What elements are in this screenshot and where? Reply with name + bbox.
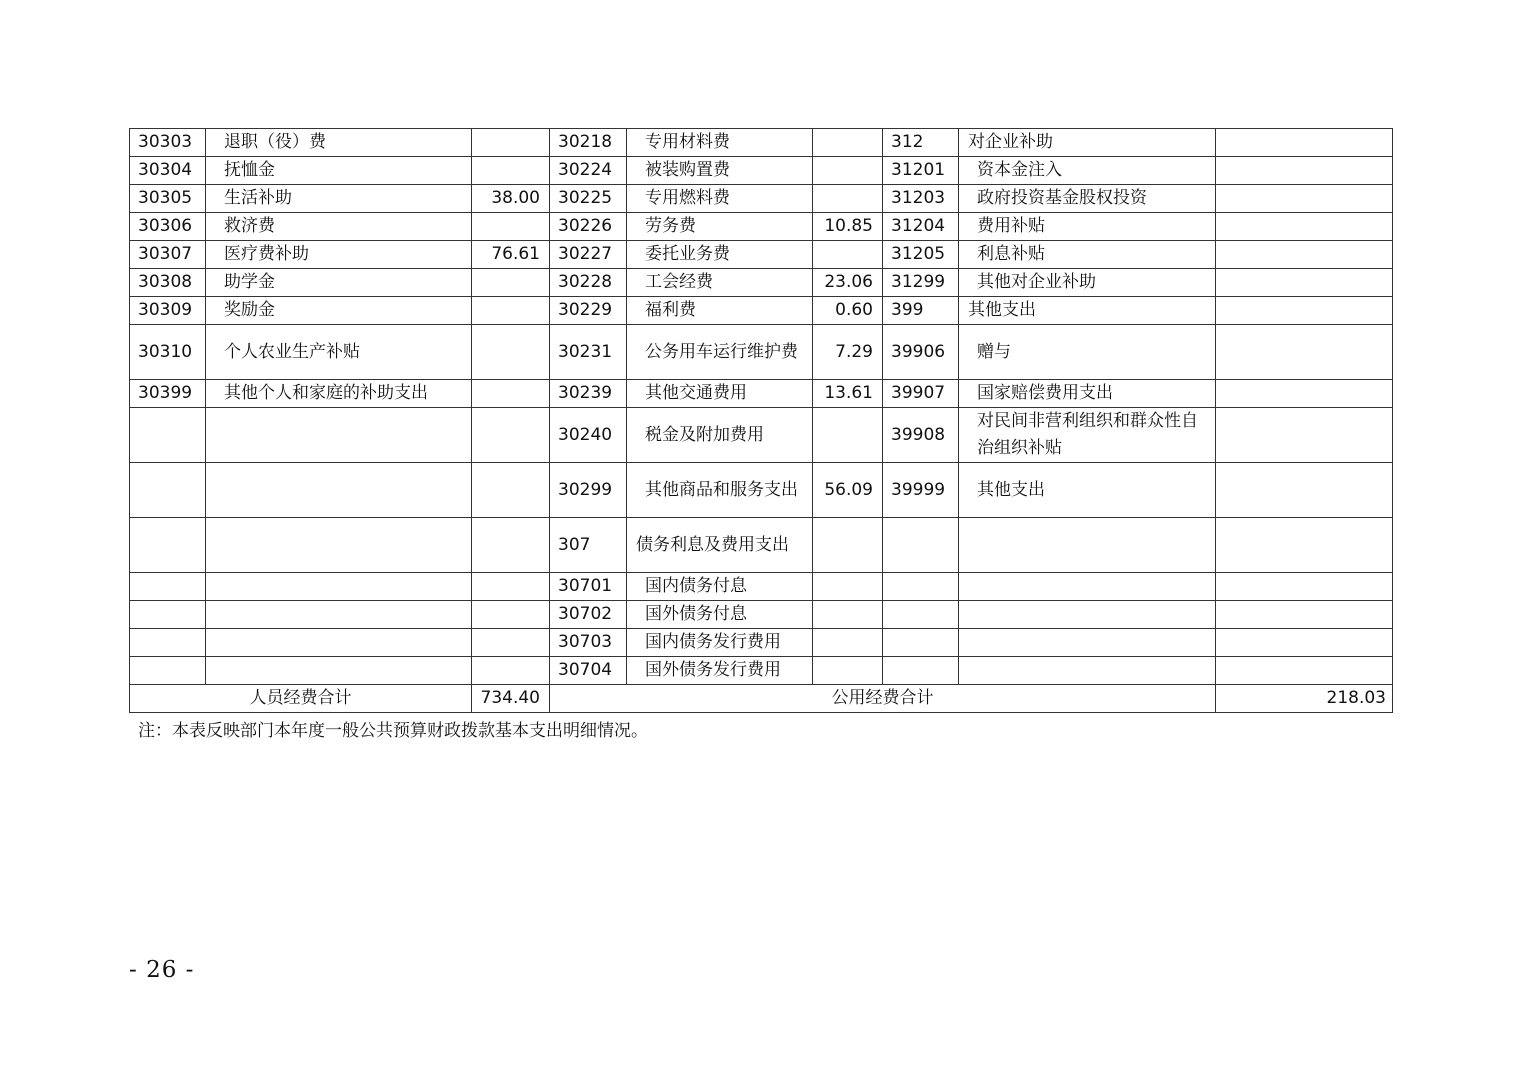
other-code: 399 bbox=[883, 297, 959, 325]
other-item-name: 费用补贴 bbox=[959, 213, 1216, 241]
other-code bbox=[883, 601, 959, 629]
public-item-name: 国外债务发行费用 bbox=[627, 657, 813, 685]
public-item-name: 专用材料费 bbox=[627, 129, 813, 157]
public-amount bbox=[813, 573, 883, 601]
other-item-name: 利息补贴 bbox=[959, 241, 1216, 269]
personnel-amount bbox=[472, 380, 550, 408]
table-row bbox=[130, 297, 1393, 325]
public-item-name: 其他交通费用 bbox=[627, 380, 813, 408]
personnel-amount bbox=[472, 297, 550, 325]
totals-row bbox=[130, 685, 1393, 713]
table-row bbox=[130, 380, 1393, 408]
other-item-name: 对企业补助 bbox=[959, 129, 1216, 157]
public-item-name: 国内债务发行费用 bbox=[627, 629, 813, 657]
table-row bbox=[130, 185, 1393, 213]
public-code: 30224 bbox=[550, 157, 627, 185]
personnel-code: 30303 bbox=[130, 129, 206, 157]
personnel-item-name bbox=[206, 408, 472, 463]
other-amount bbox=[1216, 269, 1393, 297]
other-amount bbox=[1216, 325, 1393, 380]
personnel-code bbox=[130, 518, 206, 573]
personnel-code bbox=[130, 408, 206, 463]
personnel-code: 30306 bbox=[130, 213, 206, 241]
other-code bbox=[883, 629, 959, 657]
public-item-name: 委托业务费 bbox=[627, 241, 813, 269]
personnel-code bbox=[130, 463, 206, 518]
personnel-code: 30304 bbox=[130, 157, 206, 185]
public-code: 307 bbox=[550, 518, 627, 573]
other-item-name: 其他支出 bbox=[959, 297, 1216, 325]
table-row bbox=[130, 241, 1393, 269]
other-code: 39908 bbox=[883, 408, 959, 463]
personnel-code bbox=[130, 601, 206, 629]
table-row bbox=[130, 129, 1393, 157]
public-code: 30228 bbox=[550, 269, 627, 297]
other-item-name: 其他对企业补助 bbox=[959, 269, 1216, 297]
public-item-name: 专用燃料费 bbox=[627, 185, 813, 213]
personnel-amount bbox=[472, 157, 550, 185]
other-code: 31205 bbox=[883, 241, 959, 269]
table-row bbox=[130, 213, 1393, 241]
other-amount bbox=[1216, 573, 1393, 601]
public-code: 30225 bbox=[550, 185, 627, 213]
other-item-name: 赠与 bbox=[959, 325, 1216, 380]
other-amount bbox=[1216, 463, 1393, 518]
public-code: 30231 bbox=[550, 325, 627, 380]
public-item-name: 公务用车运行维护费 bbox=[627, 325, 813, 380]
other-item-name: 资本金注入 bbox=[959, 157, 1216, 185]
personnel-code bbox=[130, 629, 206, 657]
personnel-amount bbox=[472, 213, 550, 241]
other-code: 39906 bbox=[883, 325, 959, 380]
personnel-item-name: 救济费 bbox=[206, 213, 472, 241]
table-row bbox=[130, 629, 1393, 657]
personnel-item-name bbox=[206, 657, 472, 685]
personnel-amount bbox=[472, 629, 550, 657]
public-item-name: 债务利息及费用支出 bbox=[627, 518, 813, 573]
personnel-amount bbox=[472, 657, 550, 685]
public-item-name: 工会经费 bbox=[627, 269, 813, 297]
other-item-name: 对民间非营利组织和群众性自治组织补贴 bbox=[959, 408, 1216, 463]
personnel-item-name: 个人农业生产补贴 bbox=[206, 325, 472, 380]
other-code: 31201 bbox=[883, 157, 959, 185]
personnel-amount bbox=[472, 408, 550, 463]
other-amount bbox=[1216, 408, 1393, 463]
public-amount: 0.60 bbox=[813, 297, 883, 325]
public-amount bbox=[813, 657, 883, 685]
public-code: 30226 bbox=[550, 213, 627, 241]
personnel-code bbox=[130, 657, 206, 685]
other-amount bbox=[1216, 241, 1393, 269]
public-code: 30704 bbox=[550, 657, 627, 685]
other-item-name bbox=[959, 629, 1216, 657]
table-row bbox=[130, 408, 1393, 463]
public-code: 30702 bbox=[550, 601, 627, 629]
personnel-amount bbox=[472, 573, 550, 601]
other-item-name: 国家赔偿费用支出 bbox=[959, 380, 1216, 408]
public-amount bbox=[813, 629, 883, 657]
public-item-name: 福利费 bbox=[627, 297, 813, 325]
public-amount bbox=[813, 241, 883, 269]
public-code: 30299 bbox=[550, 463, 627, 518]
table-row bbox=[130, 157, 1393, 185]
public-amount: 23.06 bbox=[813, 269, 883, 297]
public-amount bbox=[813, 518, 883, 573]
public-amount: 10.85 bbox=[813, 213, 883, 241]
personnel-item-name bbox=[206, 629, 472, 657]
public-code: 30701 bbox=[550, 573, 627, 601]
other-code: 31299 bbox=[883, 269, 959, 297]
other-code: 31203 bbox=[883, 185, 959, 213]
personnel-code: 30308 bbox=[130, 269, 206, 297]
other-item-name bbox=[959, 518, 1216, 573]
personnel-code bbox=[130, 573, 206, 601]
public-amount bbox=[813, 129, 883, 157]
personnel-amount bbox=[472, 518, 550, 573]
personnel-item-name bbox=[206, 573, 472, 601]
other-amount bbox=[1216, 657, 1393, 685]
personnel-item-name: 生活补助 bbox=[206, 185, 472, 213]
personnel-code: 30305 bbox=[130, 185, 206, 213]
public-item-name: 国外债务付息 bbox=[627, 601, 813, 629]
other-amount bbox=[1216, 129, 1393, 157]
other-code: 312 bbox=[883, 129, 959, 157]
public-amount bbox=[813, 157, 883, 185]
personnel-total-label: 人员经费合计 bbox=[130, 685, 472, 713]
other-code bbox=[883, 573, 959, 601]
public-code: 30703 bbox=[550, 629, 627, 657]
public-code: 30218 bbox=[550, 129, 627, 157]
public-code: 30239 bbox=[550, 380, 627, 408]
table-row bbox=[130, 573, 1393, 601]
other-amount bbox=[1216, 518, 1393, 573]
public-amount: 7.29 bbox=[813, 325, 883, 380]
personnel-item-name: 退职（役）费 bbox=[206, 129, 472, 157]
other-code: 39907 bbox=[883, 380, 959, 408]
public-item-name: 被装购置费 bbox=[627, 157, 813, 185]
personnel-code: 30310 bbox=[130, 325, 206, 380]
other-code: 31204 bbox=[883, 213, 959, 241]
personnel-amount: 38.00 bbox=[472, 185, 550, 213]
personnel-amount bbox=[472, 269, 550, 297]
personnel-total-value: 734.40 bbox=[472, 685, 550, 713]
table-row bbox=[130, 325, 1393, 380]
public-code: 30227 bbox=[550, 241, 627, 269]
personnel-item-name bbox=[206, 601, 472, 629]
expenditure-detail-table bbox=[129, 128, 1393, 713]
public-amount: 13.61 bbox=[813, 380, 883, 408]
public-amount bbox=[813, 601, 883, 629]
personnel-code: 30307 bbox=[130, 241, 206, 269]
public-item-name: 劳务费 bbox=[627, 213, 813, 241]
personnel-code: 30399 bbox=[130, 380, 206, 408]
other-amount bbox=[1216, 629, 1393, 657]
public-total-value: 218.03 bbox=[1216, 685, 1393, 713]
table-body bbox=[130, 129, 1393, 713]
personnel-item-name: 助学金 bbox=[206, 269, 472, 297]
other-code: 39999 bbox=[883, 463, 959, 518]
other-amount bbox=[1216, 213, 1393, 241]
table-row bbox=[130, 657, 1393, 685]
other-code bbox=[883, 518, 959, 573]
table-row bbox=[130, 269, 1393, 297]
other-item-name bbox=[959, 601, 1216, 629]
other-item-name: 其他支出 bbox=[959, 463, 1216, 518]
personnel-amount bbox=[472, 129, 550, 157]
personnel-item-name: 抚恤金 bbox=[206, 157, 472, 185]
personnel-item-name: 奖励金 bbox=[206, 297, 472, 325]
public-amount bbox=[813, 408, 883, 463]
personnel-amount bbox=[472, 601, 550, 629]
other-amount bbox=[1216, 601, 1393, 629]
other-amount bbox=[1216, 380, 1393, 408]
other-item-name: 政府投资基金股权投资 bbox=[959, 185, 1216, 213]
other-amount bbox=[1216, 185, 1393, 213]
personnel-amount: 76.61 bbox=[472, 241, 550, 269]
personnel-item-name bbox=[206, 518, 472, 573]
other-item-name bbox=[959, 657, 1216, 685]
public-item-name: 税金及附加费用 bbox=[627, 408, 813, 463]
personnel-amount bbox=[472, 325, 550, 380]
table-row bbox=[130, 463, 1393, 518]
public-amount: 56.09 bbox=[813, 463, 883, 518]
personnel-code: 30309 bbox=[130, 297, 206, 325]
public-amount bbox=[813, 185, 883, 213]
page-number: - 26 - bbox=[129, 957, 195, 983]
table-row bbox=[130, 601, 1393, 629]
personnel-item-name: 医疗费补助 bbox=[206, 241, 472, 269]
table-row bbox=[130, 518, 1393, 573]
other-code bbox=[883, 657, 959, 685]
personnel-amount bbox=[472, 463, 550, 518]
personnel-item-name: 其他个人和家庭的补助支出 bbox=[206, 380, 472, 408]
public-code: 30240 bbox=[550, 408, 627, 463]
public-item-name: 国内债务付息 bbox=[627, 573, 813, 601]
other-item-name bbox=[959, 573, 1216, 601]
public-total-label: 公用经费合计 bbox=[550, 685, 1216, 713]
other-amount bbox=[1216, 157, 1393, 185]
public-item-name: 其他商品和服务支出 bbox=[627, 463, 813, 518]
other-amount bbox=[1216, 297, 1393, 325]
public-code: 30229 bbox=[550, 297, 627, 325]
table-footnote: 注：本表反映部门本年度一般公共预算财政拨款基本支出明细情况。 bbox=[138, 721, 648, 741]
personnel-item-name bbox=[206, 463, 472, 518]
